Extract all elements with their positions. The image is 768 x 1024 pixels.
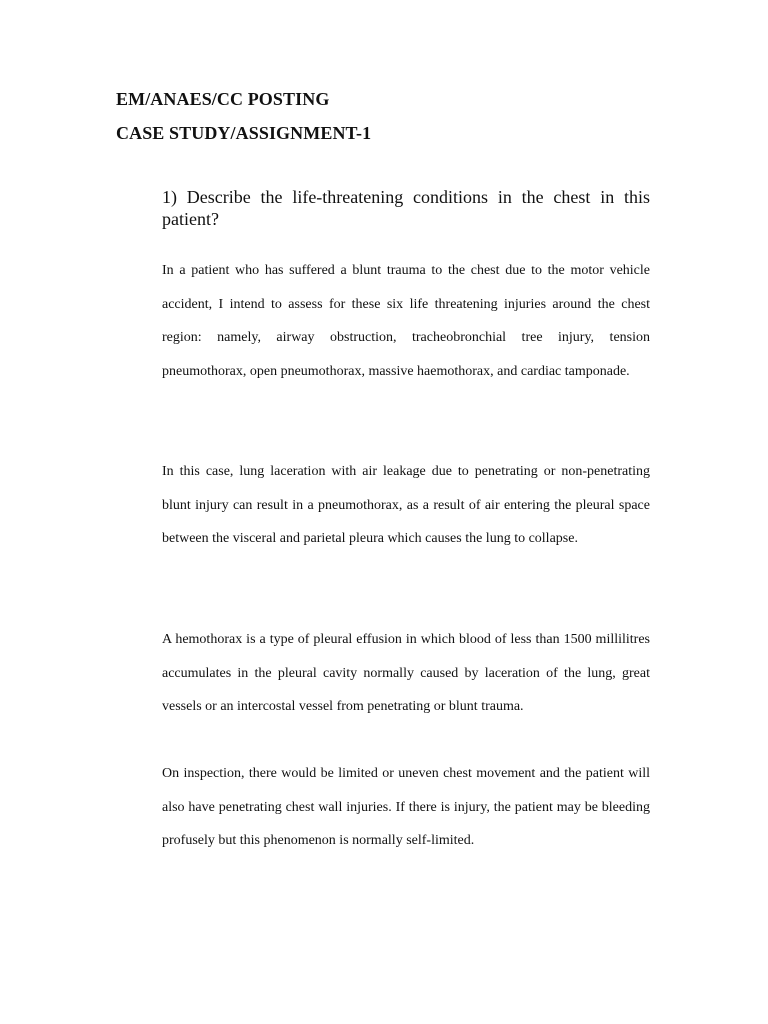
posting-heading: EM/ANAES/CC POSTING <box>116 89 330 109</box>
paragraph-inspection: On inspection, there would be limited or uneven chest movement and the patient will also have penetrating chest wall injuries. If there is injury, the patient may be bleeding profusely but this phenomenon is normally self-limited. <box>162 766 650 848</box>
assignment-heading: CASE STUDY/ASSIGNMENT-1 <box>116 123 372 143</box>
paragraph-life-threatening-injuries: In a patient who has suffered a blunt trauma to the chest due to the motor vehicle accident, I intend to assess for these six life threatening injuries around the chest region: namely, airway obstruction, tracheobronchial tree injury, tension pneumothorax, open pneumothorax, massive haemothorax, and cardiac tamponade. <box>162 263 650 379</box>
question-text: 1) Describe the life-threatening conditions in the chest in this patient? <box>162 187 650 229</box>
paragraph-pneumothorax: In this case, lung laceration with air leakage due to penetrating or non-penetrating blunt injury can result in a pneumothorax, as a result of air entering the pleural space between the visceral and parietal pleura which causes the lung to collapse. <box>162 464 650 546</box>
paragraph-hemothorax: A hemothorax is a type of pleural effusion in which blood of less than 1500 millilitres accumulates in the pleural cavity normally caused by laceration of the lung, great vessels or an intercostal vessel from penetrating or blunt trauma. <box>162 632 650 714</box>
